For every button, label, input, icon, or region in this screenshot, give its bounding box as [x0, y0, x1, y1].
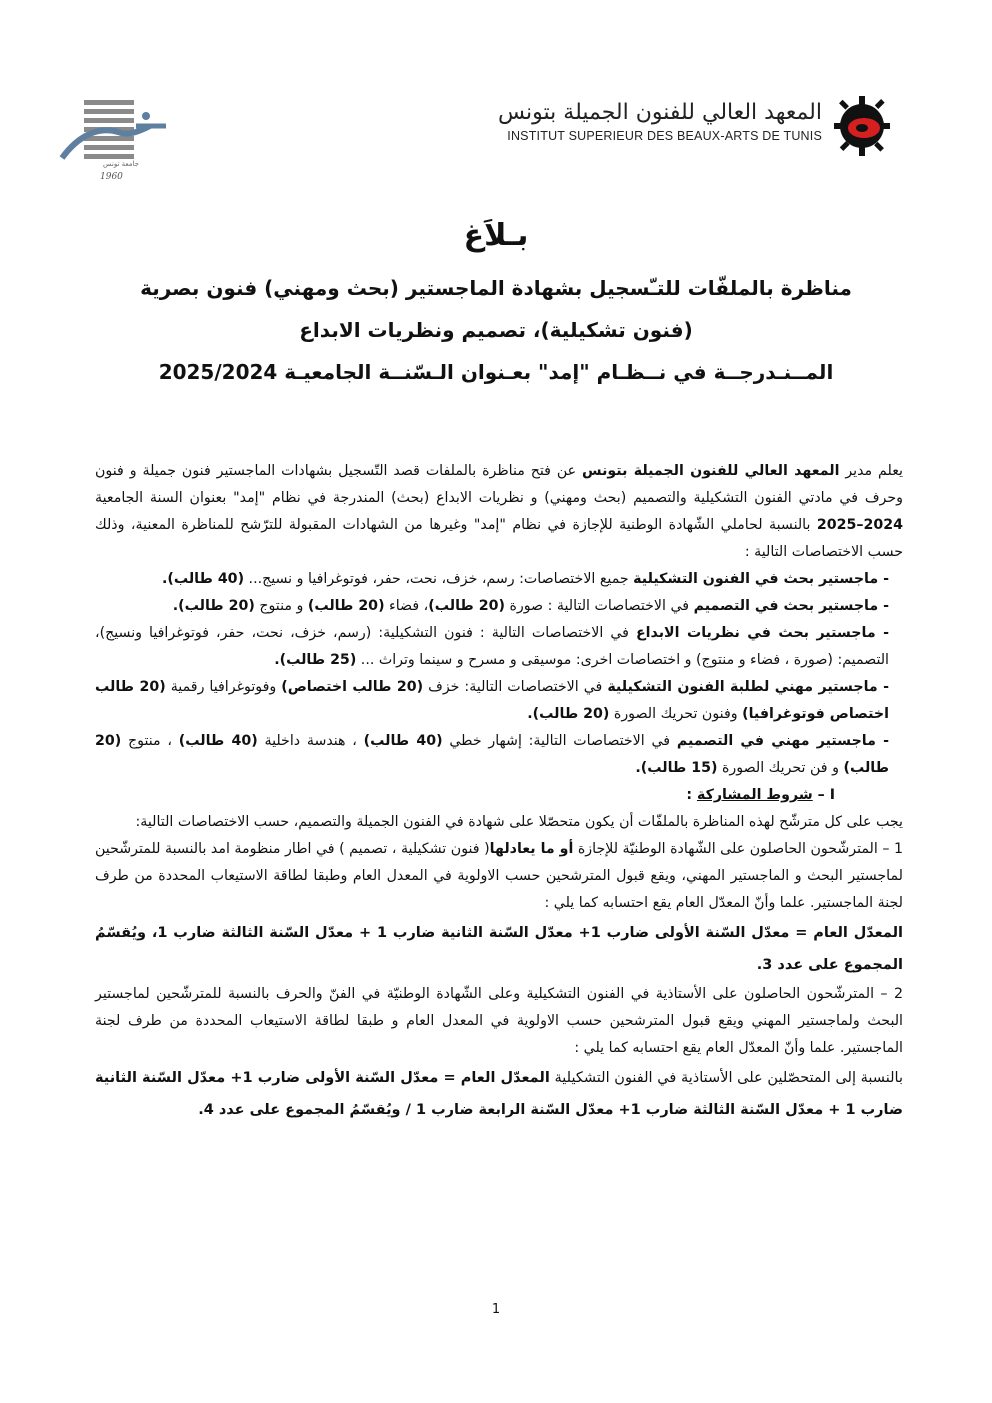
- university-year: 1960: [100, 172, 123, 182]
- institute-name: [498, 100, 822, 143]
- item-count: (20 طالب): [95, 733, 889, 776]
- item-title: - ماجستير مهني في التصميم: [676, 733, 889, 749]
- title-line-3: المــنـدرجــة في نــظـام "إمد" بعـنوان الـسّنــة الجامعيـة 2025/2024: [158, 360, 834, 384]
- page-header: [0, 90, 992, 200]
- title-main: بـلاَغ: [463, 218, 529, 253]
- list-item: [95, 674, 903, 728]
- title-line-2: (فنون تشكيلية)، تصميم ونظريات الابداع: [299, 318, 693, 342]
- item-count: (20 طالب).: [172, 598, 255, 614]
- formula-intro: بالنسبة إلى المتحصّلين على الأستاذية في الفنون التشكيلية: [549, 1070, 903, 1086]
- item-count: (15 طالب).: [635, 760, 718, 776]
- list-item: [95, 593, 903, 620]
- item-text: في الاختصاصات التالية: إشهار خطي: [442, 733, 677, 749]
- item-count: (20 طالب اختصاص فوتوغرافيا): [95, 679, 889, 722]
- list-item: [95, 566, 903, 593]
- announcement-body: [95, 458, 903, 1126]
- item-count: (40 طالب): [363, 733, 443, 749]
- section-colon: :: [686, 787, 697, 803]
- institute-name-ar: المعهد العالي للفنون الجميلة بتونس: [497, 100, 822, 125]
- item-text: و منتوج: [254, 598, 308, 614]
- item-count: (40 طالب).: [161, 571, 245, 587]
- section-number: I –: [812, 787, 835, 803]
- institute-logo: [832, 94, 892, 156]
- item-title: - ماجستير بحث في التصميم: [693, 598, 889, 614]
- list-item: [95, 728, 903, 782]
- condition-2: 2 – المترشّحون الحاصلون على الأستاذية في الفنون التشكيلية وعلى الشّهادة الوطنيّة في الفنّ والحرف بالنسبة للمترشّحين لماجستير البحث ولماجستير المهني ويقع قبول المترشحين حسب الاولوية في المعدل العام و طبقا لطاقة الاستيعاب المحددة من طرف لجنة الماجستير. علما وأنّ المعدّل العام يقع احتسابه كما يلي :: [95, 986, 903, 1056]
- academic-year: 2024–2025: [816, 517, 903, 533]
- list-item: [95, 620, 903, 674]
- section-title: شروط المشاركة: [696, 787, 813, 803]
- item-text: وفنون تحريك الصورة: [609, 706, 743, 722]
- item-count: (20 طالب).: [527, 706, 610, 722]
- item-text: ، منتوج: [121, 733, 179, 749]
- formula-2: [95, 1062, 903, 1126]
- intro-text-cont: عن فتح مناظرة بالملفات قصد التّسجيل بشهادات الماجستير فنون جميلة و فنون وحرف في مادتي الفنون التشكيلية والتصميم (بحث ومهني) و نظريات الابداع (بحث) المندرجة في نظام "إمد" بعنوان السنة الجامعية: [95, 463, 903, 506]
- intro-text: يعلم مدير: [839, 463, 903, 479]
- item-text: ، هندسة داخلية: [257, 733, 364, 749]
- item-text: في الاختصاصات التالية: خزف: [423, 679, 608, 695]
- item-text: و فن تحريك الصورة: [717, 760, 844, 776]
- condition-1: [95, 836, 903, 917]
- item-count: (20 طالب): [428, 598, 505, 614]
- item-count: (40 طالب): [178, 733, 258, 749]
- announcement-title: [60, 218, 932, 393]
- formula-text: المعدّل العام = معدّل السّنة الأولى ضارب 1+ معدّل السّنة الثانية ضارب 1 + معدّل السّنة الثالثة ضارب 1+ معدّل السّنة الرابعة ضارب 1 / ويُقسّمُ المجموع على عدد 4.: [95, 1070, 903, 1118]
- item-count: (20 طالب): [307, 598, 385, 614]
- section-heading: [95, 782, 903, 809]
- item-title: - ماجستير بحث في الفنون التشكيلية: [633, 571, 889, 587]
- condition-text: 1 – المترشّحون الحاصلون على الشّهادة الوطنيّة للإجازة: [573, 841, 903, 857]
- condition-emphasis: أو ما يعادلها: [489, 841, 574, 857]
- intro-paragraph: [95, 458, 903, 566]
- institute-mention: المعهد العالي للفنون الجميلة بتونس: [582, 463, 840, 479]
- item-count: (20 طالب اختصاص): [281, 679, 424, 695]
- item-title: - ماجستير مهني لطلبة الفنون التشكيلية: [607, 679, 889, 695]
- title-line-1: مناظرة بالملفّات للتـّسجيل بشهادة الماجستير (بحث ومهني) فنون بصرية: [140, 276, 852, 300]
- institute-name-fr: INSTITUT SUPERIEUR DES BEAUX-ARTS DE TUNIS: [507, 129, 822, 143]
- item-text: في الاختصاصات التالية : فنون التشكيلية: (رسم، خزف، نحت، حفر، فوتوغرافيا ونسيج)، التصميم: (صورة ، فضاء و منتوج) و اختصاصات اخرى: موسيقى و مسرح و سينما وتراث ...: [95, 625, 889, 668]
- item-text: في الاختصاصات التالية : صورة: [504, 598, 694, 614]
- formula-1: المعدّل العام = معدّل السّنة الأولى ضارب 1+ معدّل السّنة الثانية ضارب 1 + معدّل السّنة الثالثة ضارب 1، ويُقسّمُ المجموع على عدد 3.: [95, 925, 904, 973]
- item-count: (25 طالب).: [274, 652, 357, 668]
- item-title: - ماجستير بحث في نظريات الابداع: [635, 625, 889, 641]
- page-number: 1: [491, 1302, 501, 1317]
- university-caption: جامعة تونس: [103, 160, 140, 168]
- intro-text-end: بالنسبة لحاملي الشّهادة الوطنية للإجازة في نظام "إمد" وغيرها من الشهادات المقبولة للترّشح للمناظرة المعنية، وذلك حسب الاختصاصات التالية :: [95, 517, 903, 560]
- item-text: ، فضاء: [384, 598, 429, 614]
- conditions-intro: يجب على كل مترشّح لهذه المناظرة بالملفّات أن يكون متحصّلا على شهادة في الفنون الجميلة والتصميم، حسب الاختصاصات التالية:: [135, 814, 903, 830]
- condition-text: ( فنون تشكيلية ، تصميم ) في اطار منظومة امد بالنسبة للمترشّحين لماجستير البحث و الماجستير المهني، ويقع قبول المترشحين حسب الاولوية في المعدل العام وطبقا لطاقة الاستيعاب المحددة من طرف لجنة الماجستير. علما وأنّ المعدّل العام يقع احتسابه كما يلي :: [95, 841, 903, 911]
- item-text: وفوتوغرافيا رقمية: [165, 679, 282, 695]
- item-text: جميع الاختصاصات: رسم، خزف، نحت، حفر، فوتوغرافيا و نسيج...: [244, 571, 634, 587]
